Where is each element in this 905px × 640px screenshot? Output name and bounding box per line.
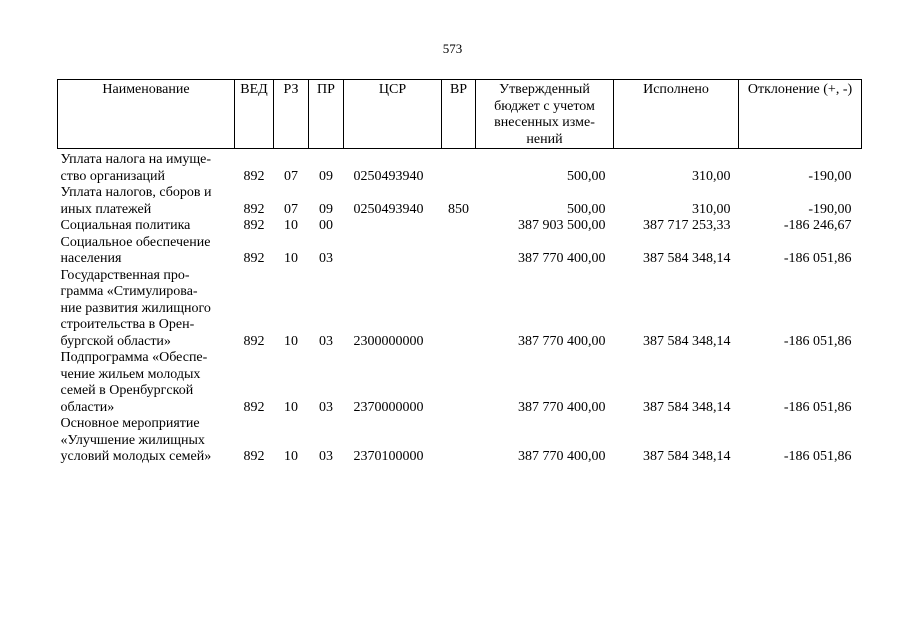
cell-csr <box>344 218 442 235</box>
name-line: Подпрограмма «Обеспе- <box>60 350 208 365</box>
name-line: Уплата налогов, сборов и <box>60 185 212 200</box>
cell-csr: 2300000000 <box>353 333 424 349</box>
name-line: Уплата налога на имуще- <box>60 152 211 167</box>
name-line: чение жильем молодых <box>60 366 201 382</box>
cell-appr: 387 770 400,00 <box>518 333 606 349</box>
cell-csr: 0250493940 <box>353 201 424 217</box>
name-line: «Улучшение жилищных <box>60 432 205 448</box>
cell-dev: -186 051,86 <box>783 251 852 266</box>
table-row <box>58 350 862 416</box>
name-line: Социальная политика <box>60 218 191 233</box>
table-row <box>58 149 862 186</box>
budget-execution-table <box>57 79 862 466</box>
name-line: бургской области» <box>60 333 171 349</box>
name-line: условий молодых семей» <box>60 449 212 464</box>
cell-dev: -186 051,86 <box>783 449 852 464</box>
cell-pr: 09 <box>319 201 333 217</box>
cell-exec: 387 584 348,14 <box>643 399 731 415</box>
cell-exec: 310,00 <box>692 168 731 184</box>
column-header-exec: Исполнено <box>614 80 739 149</box>
cell-rz: 10 <box>284 449 298 464</box>
cell-exec: 310,00 <box>692 201 731 217</box>
table-row <box>58 268 862 351</box>
cell-name <box>58 149 235 186</box>
cell-exec: 387 717 253,33 <box>643 218 731 233</box>
name-line: семей в Оренбургской <box>60 383 194 398</box>
column-header-rz: РЗ <box>274 80 309 149</box>
table-header-row <box>58 80 862 149</box>
name-line: ние развития жилищного <box>60 300 211 316</box>
cell-csr: 0250493940 <box>353 168 424 184</box>
name-line: Государственная про- <box>60 267 190 283</box>
cell-exec: 387 584 348,14 <box>643 251 731 266</box>
cell-pr: 00 <box>319 218 333 233</box>
cell-vr <box>442 149 476 186</box>
cell-csr: 2370000000 <box>353 399 424 415</box>
table-row <box>58 235 862 268</box>
cell-dev: -190,00 <box>808 168 852 184</box>
name-line: грамма «Стимулирова- <box>60 284 198 299</box>
cell-dev: -186 051,86 <box>783 333 852 349</box>
column-header-vr: ВР <box>442 80 476 149</box>
cell-name <box>58 416 235 466</box>
table-body <box>58 149 862 466</box>
cell-dev: -190,00 <box>808 201 852 217</box>
cell-rz: 10 <box>284 218 298 233</box>
table-row <box>58 185 862 218</box>
cell-name <box>58 350 235 416</box>
cell-ved: 892 <box>243 218 265 233</box>
name-line: населения <box>60 251 122 266</box>
column-header-pr: ПР <box>309 80 344 149</box>
name-line: области» <box>60 399 115 415</box>
cell-pr: 03 <box>319 333 333 349</box>
cell-vr <box>442 350 476 416</box>
cell-appr: 387 770 400,00 <box>518 449 606 464</box>
column-header-dev: Отклонение (+, -) <box>739 80 862 149</box>
cell-vr <box>442 235 476 268</box>
cell-exec: 387 584 348,14 <box>643 333 731 349</box>
cell-ved: 892 <box>243 168 265 184</box>
cell-ved: 892 <box>243 399 265 415</box>
column-header-csr: ЦСР <box>344 80 442 149</box>
cell-rz: 10 <box>284 251 298 266</box>
cell-dev: -186 246,67 <box>783 218 852 233</box>
column-header-name: Наименование <box>58 80 235 149</box>
table-row <box>58 416 862 466</box>
cell-appr: 500,00 <box>567 201 606 217</box>
cell-ved: 892 <box>243 201 265 217</box>
cell-csr: 2370100000 <box>353 449 424 464</box>
cell-rz: 07 <box>284 201 298 217</box>
name-line: ство организаций <box>60 168 166 184</box>
column-header-appr: Утвержденный бюджет с учетом внесенных изме-нений <box>476 80 614 149</box>
table-row <box>58 218 862 235</box>
cell-rz: 07 <box>284 168 298 184</box>
cell-ved: 892 <box>243 333 265 349</box>
name-line: строительства в Орен- <box>60 317 195 332</box>
cell-pr: 03 <box>319 251 333 266</box>
cell-appr: 387 770 400,00 <box>518 251 606 266</box>
name-line: Основное мероприятие <box>60 416 200 431</box>
cell-vr <box>442 218 476 235</box>
cell-appr: 387 903 500,00 <box>518 218 606 233</box>
name-line: Социальное обеспечение <box>60 234 211 250</box>
cell-name <box>58 235 235 268</box>
cell-dev: -186 051,86 <box>783 399 852 415</box>
cell-vr <box>442 416 476 466</box>
cell-rz: 10 <box>284 399 298 415</box>
cell-vr: 850 <box>448 201 469 217</box>
cell-name <box>58 185 235 218</box>
cell-ved: 892 <box>243 449 265 464</box>
cell-pr: 09 <box>319 168 333 184</box>
cell-exec: 387 584 348,14 <box>643 449 731 464</box>
cell-appr: 387 770 400,00 <box>518 399 606 415</box>
cell-name <box>58 218 235 235</box>
cell-appr: 500,00 <box>567 168 606 184</box>
cell-rz: 10 <box>284 333 298 349</box>
page-number: 573 <box>442 41 463 56</box>
cell-ved: 892 <box>243 251 265 266</box>
cell-pr: 03 <box>319 449 333 464</box>
name-line: иных платежей <box>60 201 152 217</box>
cell-name <box>58 268 235 351</box>
column-header-ved: ВЕД <box>235 80 274 149</box>
cell-pr: 03 <box>319 399 333 415</box>
cell-vr <box>442 268 476 351</box>
cell-csr <box>344 235 442 268</box>
